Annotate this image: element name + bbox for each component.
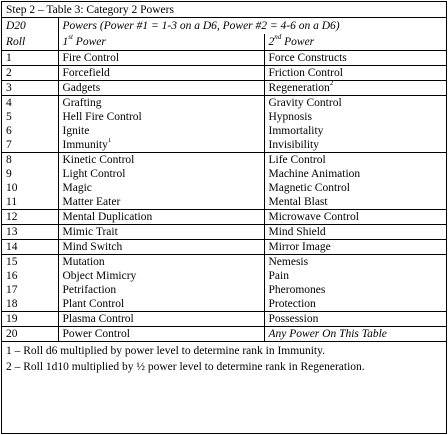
first-power-cell-text: Mimic Trait bbox=[62, 226, 118, 238]
table-row bbox=[2, 81, 446, 96]
table-row bbox=[2, 110, 446, 124]
table-row bbox=[2, 327, 446, 342]
roll-cell bbox=[2, 297, 58, 312]
roll-cell bbox=[2, 167, 58, 181]
roll-cell-text: 15 bbox=[6, 256, 18, 268]
second-power-cell-text: Microwave Control bbox=[268, 211, 359, 223]
roll-cell-text: 4 bbox=[6, 97, 12, 109]
second-power-cell bbox=[264, 110, 446, 124]
first-power-cell-text: Grafting bbox=[62, 97, 102, 109]
first-power-cell-text: Plant Control bbox=[62, 298, 125, 310]
powers-table-body bbox=[2, 18, 446, 341]
roll-cell-text: 20 bbox=[6, 328, 18, 340]
first-power-cell-text: Object Mimicry bbox=[62, 270, 137, 282]
first-power-cell bbox=[58, 327, 264, 342]
first-power-cell bbox=[58, 195, 264, 210]
first-power-cell-text: Light Control bbox=[62, 168, 126, 180]
roll-cell bbox=[2, 81, 58, 96]
second-power-cell-text: Regeneration bbox=[268, 82, 330, 94]
footnote-2: 2 – Roll 1d10 multiplied by ½ power level to determine rank in Regeneration. bbox=[6, 361, 365, 373]
header-first-power bbox=[58, 34, 264, 51]
table-row bbox=[2, 297, 446, 312]
header-second-sup: nd bbox=[274, 34, 282, 42]
second-power-cell-text: Mind Shield bbox=[268, 226, 326, 238]
roll-cell bbox=[2, 283, 58, 297]
second-power-cell bbox=[264, 269, 446, 283]
second-power-cell-text: Protection bbox=[268, 298, 316, 310]
first-power-cell bbox=[58, 225, 264, 240]
roll-cell-text: 5 bbox=[6, 111, 12, 123]
table-row bbox=[2, 312, 446, 327]
footnote-1: 1 – Roll d6 multiplied by power level to determine rank in Immunity. bbox=[6, 345, 325, 357]
second-power-cell bbox=[264, 181, 446, 195]
header-d20: D20 bbox=[6, 20, 26, 32]
second-power-cell-text: Pain bbox=[268, 270, 289, 282]
roll-cell-text: 19 bbox=[6, 313, 18, 325]
second-power-cell-text: Life Control bbox=[268, 154, 326, 166]
header-powers-title: Powers (Power #1 = 1-3 on a D6, Power #2 = 4-6 on a D6) bbox=[58, 18, 446, 34]
second-power-cell-text: Possession bbox=[268, 313, 319, 325]
first-power-cell bbox=[58, 297, 264, 312]
first-power-cell-text: Mutation bbox=[62, 256, 105, 268]
second-power-cell-text: Pheromones bbox=[268, 284, 326, 296]
first-power-cell-text: Fire Control bbox=[62, 52, 120, 64]
second-power-cell bbox=[264, 66, 446, 81]
second-power-cell-text: Gravity Control bbox=[268, 97, 342, 109]
table-row bbox=[2, 153, 446, 168]
roll-cell bbox=[2, 327, 58, 342]
roll-cell bbox=[2, 269, 58, 283]
first-power-cell bbox=[58, 312, 264, 327]
roll-cell bbox=[2, 312, 58, 327]
header-second-power bbox=[264, 34, 446, 51]
roll-cell-text: 12 bbox=[6, 211, 18, 223]
first-power-cell bbox=[58, 110, 264, 124]
first-power-cell-text: Immunity bbox=[62, 139, 108, 151]
header-second-num: 2 bbox=[268, 36, 275, 48]
header-second-word: Power bbox=[284, 36, 315, 48]
roll-cell-text: 16 bbox=[6, 270, 18, 282]
second-power-cell bbox=[264, 225, 446, 240]
roll-cell-text: 13 bbox=[6, 226, 18, 238]
roll-cell bbox=[2, 225, 58, 240]
second-power-cell bbox=[264, 240, 446, 255]
first-power-cell bbox=[58, 283, 264, 297]
second-power-cell bbox=[264, 312, 446, 327]
roll-cell-text: 2 bbox=[6, 67, 12, 79]
second-power-cell-text: Hypnosis bbox=[268, 111, 312, 123]
table-row bbox=[2, 195, 446, 210]
first-power-cell-footnote-marker: 1 bbox=[107, 138, 112, 145]
second-power-cell-text: Machine Animation bbox=[268, 168, 361, 180]
second-power-cell bbox=[264, 138, 446, 153]
roll-cell-text: 10 bbox=[6, 182, 18, 194]
roll-cell-text: 14 bbox=[6, 241, 18, 253]
roll-cell-text: 18 bbox=[6, 298, 18, 310]
second-power-cell bbox=[264, 96, 446, 111]
roll-cell-text: 6 bbox=[6, 125, 12, 137]
table-row bbox=[2, 283, 446, 297]
first-power-cell bbox=[58, 153, 264, 168]
first-power-cell-text: Magic bbox=[62, 182, 92, 194]
second-power-cell-text: Any Power On This Table bbox=[268, 328, 387, 340]
header-first-num: 1 bbox=[62, 36, 69, 48]
header-roll: Roll bbox=[2, 34, 58, 51]
roll-cell-text: 8 bbox=[6, 154, 12, 166]
second-power-cell-text: Mental Blast bbox=[268, 196, 328, 208]
table-row bbox=[2, 240, 446, 255]
second-power-cell bbox=[264, 81, 446, 96]
second-power-cell bbox=[264, 195, 446, 210]
table-row bbox=[2, 124, 446, 138]
table-row bbox=[2, 138, 446, 153]
second-power-cell bbox=[264, 297, 446, 312]
roll-cell-text: 1 bbox=[6, 52, 12, 64]
first-power-cell bbox=[58, 167, 264, 181]
header-first-sup: st bbox=[68, 34, 73, 42]
table-row bbox=[2, 225, 446, 240]
header-row-1 bbox=[2, 18, 446, 34]
second-power-cell-text: Friction Control bbox=[268, 67, 343, 79]
roll-cell-text: 11 bbox=[6, 196, 18, 208]
second-power-cell-text: Magnetic Control bbox=[268, 182, 350, 194]
second-power-cell bbox=[264, 51, 446, 66]
first-power-cell bbox=[58, 96, 264, 111]
roll-cell bbox=[2, 96, 58, 111]
roll-cell bbox=[2, 153, 58, 168]
roll-cell bbox=[2, 210, 58, 225]
second-power-cell-text: Invisibility bbox=[268, 139, 319, 151]
first-power-cell bbox=[58, 66, 264, 81]
first-power-cell-text: Mind Switch bbox=[62, 241, 123, 253]
table-row bbox=[2, 255, 446, 270]
first-power-cell bbox=[58, 269, 264, 283]
first-power-cell-text: Hell Fire Control bbox=[62, 111, 142, 123]
table-row bbox=[2, 66, 446, 81]
first-power-cell bbox=[58, 240, 264, 255]
first-power-cell bbox=[58, 181, 264, 195]
first-power-cell-text: Plasma Control bbox=[62, 313, 134, 325]
footnotes bbox=[2, 341, 446, 375]
table-row bbox=[2, 210, 446, 225]
first-power-cell bbox=[58, 210, 264, 225]
roll-cell bbox=[2, 255, 58, 270]
table-row bbox=[2, 269, 446, 283]
powers-table bbox=[2, 18, 446, 341]
table-row bbox=[2, 167, 446, 181]
second-power-cell-footnote-marker: 2 bbox=[329, 80, 334, 88]
roll-cell bbox=[2, 66, 58, 81]
first-power-cell-text: Mental Duplication bbox=[62, 211, 153, 223]
roll-cell bbox=[2, 138, 58, 153]
first-power-cell-text: Gadgets bbox=[62, 82, 101, 94]
roll-cell-text: 9 bbox=[6, 168, 12, 180]
table-row bbox=[2, 181, 446, 195]
second-power-cell-text: Mirror Image bbox=[268, 241, 331, 253]
roll-cell bbox=[2, 195, 58, 210]
roll-cell bbox=[2, 110, 58, 124]
second-power-cell-text: Immortality bbox=[268, 125, 324, 137]
roll-cell bbox=[2, 181, 58, 195]
table-row bbox=[2, 51, 446, 66]
second-power-cell bbox=[264, 210, 446, 225]
roll-cell-text: 7 bbox=[6, 139, 12, 151]
first-power-cell bbox=[58, 51, 264, 66]
first-power-cell bbox=[58, 124, 264, 138]
roll-cell-text: 3 bbox=[6, 82, 12, 94]
table-row bbox=[2, 96, 446, 111]
roll-cell-text: 17 bbox=[6, 284, 18, 296]
first-power-cell-text: Petrifaction bbox=[62, 284, 117, 296]
table-caption: Step 2 – Table 3: Category 2 Powers bbox=[2, 2, 446, 18]
second-power-cell-text: Nemesis bbox=[268, 256, 309, 268]
first-power-cell bbox=[58, 81, 264, 96]
roll-cell bbox=[2, 240, 58, 255]
powers-table-document bbox=[1, 1, 447, 434]
second-power-cell bbox=[264, 167, 446, 181]
second-power-cell bbox=[264, 283, 446, 297]
first-power-cell-text: Kinetic Control bbox=[62, 154, 135, 166]
first-power-cell bbox=[58, 255, 264, 270]
second-power-cell bbox=[264, 124, 446, 138]
first-power-cell-text: Ignite bbox=[62, 125, 90, 137]
second-power-cell-text: Force Constructs bbox=[268, 52, 347, 64]
roll-cell bbox=[2, 51, 58, 66]
first-power-cell-text: Power Control bbox=[62, 328, 130, 340]
header-row-2 bbox=[2, 34, 446, 51]
second-power-cell bbox=[264, 327, 446, 342]
second-power-cell bbox=[264, 153, 446, 168]
first-power-cell-text: Forcefield bbox=[62, 67, 110, 79]
roll-cell bbox=[2, 124, 58, 138]
first-power-cell bbox=[58, 138, 264, 153]
header-first-word: Power bbox=[75, 36, 106, 48]
second-power-cell bbox=[264, 255, 446, 270]
first-power-cell-text: Matter Eater bbox=[62, 196, 121, 208]
